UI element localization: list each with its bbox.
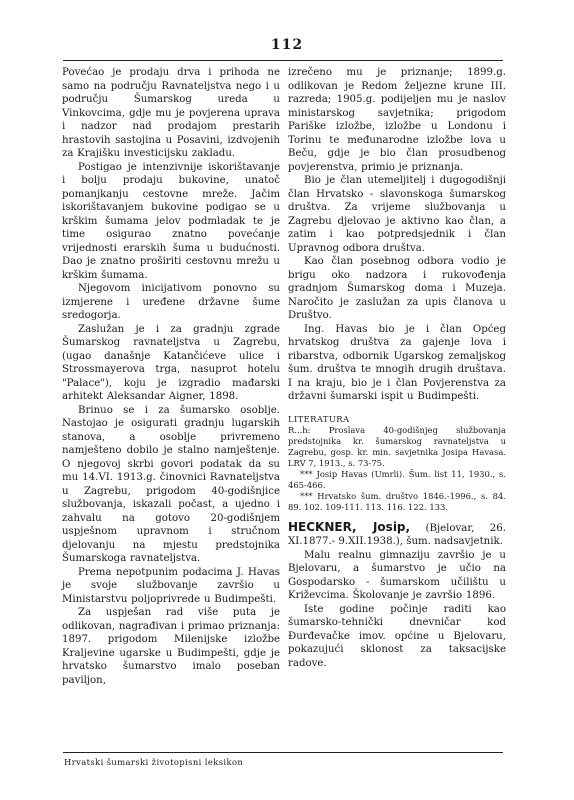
literature-section bbox=[288, 414, 506, 513]
paragraph: Iste godine počinje raditi kao šumarsko-tehnički dnevničar kod Đurđevačke imov. općine u Bjelovaru, pokazujući sklonost za taksacijske radove. bbox=[288, 603, 506, 669]
header-rule bbox=[63, 60, 503, 61]
lexicon-entry bbox=[288, 521, 506, 671]
paragraph: izrečeno mu je priznanje; 1899.g. odlikovan je Redom željezne krune III. razreda; 1905.g. podijeljen mu je naslov ministarskog savjetnika; prigodom Pariške izložbe, izložbe u Londonu i Torinu te međunarodne izložbe lova u Beču, gdje je bio član prosudbenog povjerenstva, primio je priznanja. bbox=[288, 67, 506, 173]
paragraph: Postigao je intenzivnije iskorištavanje i bolju prodaju bukovine, unatoč pomanjkanju cestovne mreže. Jačim iskorištavanjem bukovine podigao se u krškim šumama jelov podmladak te je time osigurao znatno povećanje vrijednosti erarskih šuma u budućnosti. Dao je znatno proširiti cestovnu mrežu u krškim šumama. bbox=[62, 161, 280, 281]
literature-heading: LITERATURA bbox=[288, 413, 350, 424]
paragraph: Za uspješan rad više puta je odlikovan, nagrađivan i primao priznanja: 1897. prigodom Milenijske izložbe Kraljevine ugarske u Budimpešti, gdje je hrvatsko šumarstvo imalo poseban paviljon, bbox=[62, 607, 280, 686]
paragraph: Povećao je prodaju drva i prihoda ne samo na području Ravnateljstva nego i u području Šumarskog ureda u Vinkovcima, gdje mu je povjerena uprava i nadzor nad prodajom prestarih hrastovih sastojina u Posavini, izdvojenih za Krajišku investicijsku zakladu. bbox=[62, 67, 280, 159]
entry-heading bbox=[288, 521, 506, 549]
entry-intro: (Bjelovar, 26. XI.1877.- 9.XII.1938.), šum. nadsavjetnik. bbox=[288, 522, 506, 547]
paragraph: Prema nepotpunim podacima J. Havas je svoje službovanje završio u Ministarstvu poljoprivrede u Budimpešti. bbox=[62, 566, 280, 605]
paragraph: Brinuo se i za šumarsko osoblje. Nastojao je osigurati gradnju lugarskih stanova, a osoblje privremeno namješteno dobilo je stalno namještenje. O njegovoj skrbi govori podatak da su mu 14.VI. 1913.g. činovnici Ravnateljstva u Zagrebu, prigodom 40-godišnjice službovanja, iskazali počast, a ujedno i zahvalu na gotovo 20-godišnjem uspješnom upravnom i stručnom djelovanju na mjestu predstojnika Šumarskoga ravnateljstva. bbox=[62, 404, 280, 564]
paragraph: Ing. Havas bio je i član Općeg hrvatskog društva za gajenje lova i ribarstva, odbornik Ugarskog zemaljskog šum. društva te mnogih drugih društava. I na kraju, bio je i član Povjerenstva za državni šumarski ispit u Budimpešti. bbox=[288, 323, 506, 402]
footer-rule bbox=[63, 752, 503, 753]
paragraph: Bio je član utemeljitelj i dugogodišnji član Hrvatsko - slavonskoga šumarskog društva. Za vrijeme službovanja u Zagrebu djelovao je aktivno kao član, a zatim i kao potpredsjednik i član Upravnog odbora društva. bbox=[288, 175, 506, 254]
entry-headword: HECKNER, Josip, bbox=[288, 519, 411, 534]
paragraph: Malu realnu gimnaziju završio je u Bjelovaru, a šumarstvo je učio na Gospodarsko - šumarskom učilištu u Križevcima. Školovanje je završio 1896. bbox=[288, 549, 506, 601]
paragraph: Zaslužan je i za gradnju zgrade Šumarskog ravnateljstva u Zagrebu, (ugao današnje Katančićeve ulice i Strossmayerova trga, nasuprot hotelu "Palace"), koju je izgradio mađarski arhitekt Aleksandar Aigner, 1898. bbox=[62, 323, 280, 402]
literature-item: *** Hrvatsko šum. društvo 1846.-1996., s. 84. 89. 102. 109-111. 113. 116. 122. 133. bbox=[288, 490, 506, 512]
footer-text: Hrvatski šumarski životopisni leksikon bbox=[64, 757, 244, 767]
literature-item: R...h: Proslava 40-godišnjeg službovanja predstojnika kr. šumarskog ravnateljstva u Zagrebu, gosp. kr. min. savjetnika Josipa Havasa. LRV 7, 1913., s. 73-75. bbox=[288, 424, 506, 468]
paragraph: Njegovom inicijativom ponovno su izmjerene i uređene državne šume sredogorja. bbox=[62, 283, 280, 321]
left-column bbox=[62, 66, 280, 687]
page-number: 112 bbox=[270, 37, 304, 53]
paragraph: Kao član posebnog odbora vodio je brigu oko nadzora i rukovođenja gradnjom Šumarskog doma i Muzeja. Naročito je zaslužan za upis članova u Društvo. bbox=[288, 256, 506, 321]
literature-item: *** Josip Havas (Umrli). Šum. list 11, 1930., s. 465-466. bbox=[288, 468, 506, 490]
right-column bbox=[288, 66, 506, 670]
